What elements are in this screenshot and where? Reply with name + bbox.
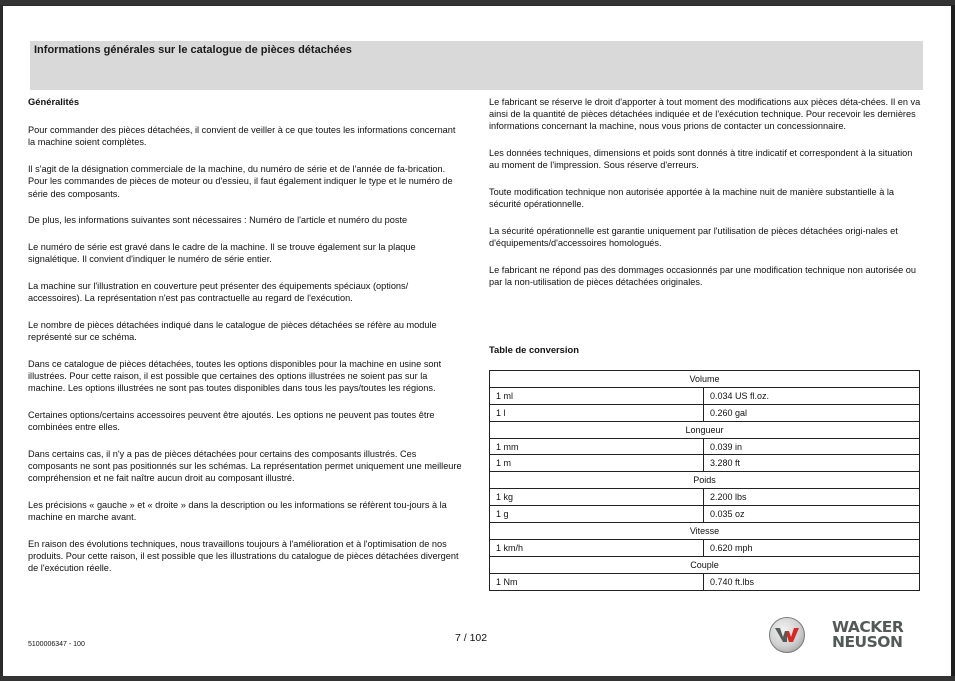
category-cell: Longueur xyxy=(490,421,920,438)
right-column xyxy=(489,96,924,303)
table-row xyxy=(490,506,920,523)
table-category-row xyxy=(490,523,920,540)
paragraph: Le fabricant ne répond pas des dommages occasionnés par une modification technique non autorisée ou par la non-utilisation de pièces détachées originales. xyxy=(489,264,916,288)
table-row xyxy=(490,489,920,506)
table-category-row xyxy=(490,556,920,573)
wacker-neuson-logo-icon xyxy=(769,617,805,653)
viewer-top-bar xyxy=(0,0,955,5)
conversion-table-title: Table de conversion xyxy=(489,344,579,355)
paragraph: De plus, les informations suivantes sont nécessaires : Numéro de l'article et numéro du poste xyxy=(28,215,408,226)
paragraph: Le fabricant se réserve le droit d'apporter à tout moment des modifications aux pièces déta-chées. Il en va ainsi de la quantité de pièces détachées indiquée et de l'exécution technique. Pour recevoir les dernières informations concernant la machine, nous vous prions de contacter un concessionnaire. xyxy=(489,97,921,132)
w-letter-icon xyxy=(774,626,800,644)
to-unit-cell: 0.039 in xyxy=(704,438,920,455)
table-category-row xyxy=(490,421,920,438)
paragraph: Dans ce catalogue de pièces détachées, toutes les options disponibles pour la machine en usine sont illustrées. Pour cette raison, il est possible que certaines des options illustrées ne soient pas sur la machine. Les options illustrées ne sont pas toutes disponibles dans tous les pays/toutes les régions. xyxy=(28,358,442,394)
from-unit-cell: 1 Nm xyxy=(490,573,704,590)
paragraph: Pour commander des pièces détachées, il convient de veiller à ce que toutes les informations concernant la machine soient complètes. xyxy=(28,125,456,148)
brand-line-1: WACKER xyxy=(832,618,904,636)
viewer-bottom-bar xyxy=(0,676,955,681)
paragraph: Le numéro de série est gravé dans le cadre de la machine. Il se trouve également sur la plaque signalétique. Il convient d'indiquer le numéro de série entier. xyxy=(28,241,416,265)
to-unit-cell: 2.200 lbs xyxy=(704,489,920,506)
to-unit-cell: 0.035 oz xyxy=(704,506,920,523)
paragraph: Certaines options/certains accessoires peuvent être ajoutés. Les options ne peuvent pas toutes être combinées entre elles. xyxy=(28,409,435,432)
paragraph: Il s'agit de la désignation commerciale de la machine, du numéro de série et de l'année de fa-brication. Pour les commandes de pièces de moteur ou d'essieu, il faut également indiquer le type et le numéro de série des composants. xyxy=(28,164,453,199)
table-row xyxy=(490,455,920,472)
left-column xyxy=(28,96,463,589)
from-unit-cell: 1 ml xyxy=(490,387,704,404)
paragraph: En raison des évolutions techniques, nous travaillons toujours à l'amélioration et à l'optimisation de nos produits. Pour cette raison, il est possible que les illustrations du catalogue de pièces détachées divergent de l'exécution réelle. xyxy=(28,538,459,574)
to-unit-cell: 0.620 mph xyxy=(704,539,920,556)
paragraph: La machine sur l'illustration en couverture peut présenter des équipements spéciaux (options/ accessoires). La représentation n'est pas contractuelle au regard de l'exécution. xyxy=(28,280,409,304)
category-cell: Couple xyxy=(490,556,920,573)
to-unit-cell: 3.280 ft xyxy=(704,455,920,472)
section-title: Généralités xyxy=(28,96,80,107)
table-row xyxy=(490,539,920,556)
brand-wordmark xyxy=(832,620,903,650)
paragraph: Le nombre de pièces détachées indiqué dans le catalogue de pièces détachées se réfère au module représenté sur ce schéma. xyxy=(28,319,437,342)
table-category-row xyxy=(490,472,920,489)
to-unit-cell: 0.034 US fl.oz. xyxy=(704,387,920,404)
table-row xyxy=(490,438,920,455)
from-unit-cell: 1 l xyxy=(490,404,704,421)
from-unit-cell: 1 mm xyxy=(490,438,704,455)
table-row xyxy=(490,387,920,404)
viewer-right-edge xyxy=(951,5,955,681)
to-unit-cell: 0.740 ft.lbs xyxy=(704,573,920,590)
category-cell: Poids xyxy=(490,472,920,489)
document-number: 5100006347 - 100 xyxy=(28,641,85,648)
from-unit-cell: 1 kg xyxy=(490,489,704,506)
paragraph: Dans certains cas, il n'y a pas de pièces détachées pour certains des composants illustrés. Ces composants ne sont pas positionnés sur les schémas. La représentation permet uniquement une meilleure compréhension et ne fait naître aucun droit au composant illustré. xyxy=(28,448,462,484)
paragraph: La sécurité opérationnelle est garantie uniquement par l'utilisation de pièces détachées origi-nales et d'équipements/d'accessoires homologués. xyxy=(489,225,898,249)
category-cell: Volume xyxy=(490,371,920,388)
category-cell: Vitesse xyxy=(490,523,920,540)
brand-line-2: NEUSON xyxy=(832,633,903,651)
paragraph: Toute modification technique non autorisée apportée à la machine nuit de manière substantielle à la sécurité opérationnelle. xyxy=(489,187,895,210)
from-unit-cell: 1 g xyxy=(490,506,704,523)
page-title: Informations générales sur le catalogue de pièces détachées xyxy=(34,44,352,56)
table-row xyxy=(490,573,920,590)
paragraph: Les précisions « gauche » et « droite » dans la description ou les informations se réfèrent tou-jours à la machine en marche avant. xyxy=(28,499,447,522)
to-unit-cell: 0.260 gal xyxy=(704,404,920,421)
header-band xyxy=(30,41,923,90)
table-row xyxy=(490,404,920,421)
conversion-table xyxy=(489,370,920,591)
paragraph: Les données techniques, dimensions et poids sont donnés à titre indicatif et correspondent à la situation au moment de l'impression. Sous réserve d'erreurs. xyxy=(489,148,913,171)
from-unit-cell: 1 km/h xyxy=(490,539,704,556)
from-unit-cell: 1 m xyxy=(490,455,704,472)
table-category-row xyxy=(490,371,920,388)
page-indicator: 7 / 102 xyxy=(455,632,488,644)
